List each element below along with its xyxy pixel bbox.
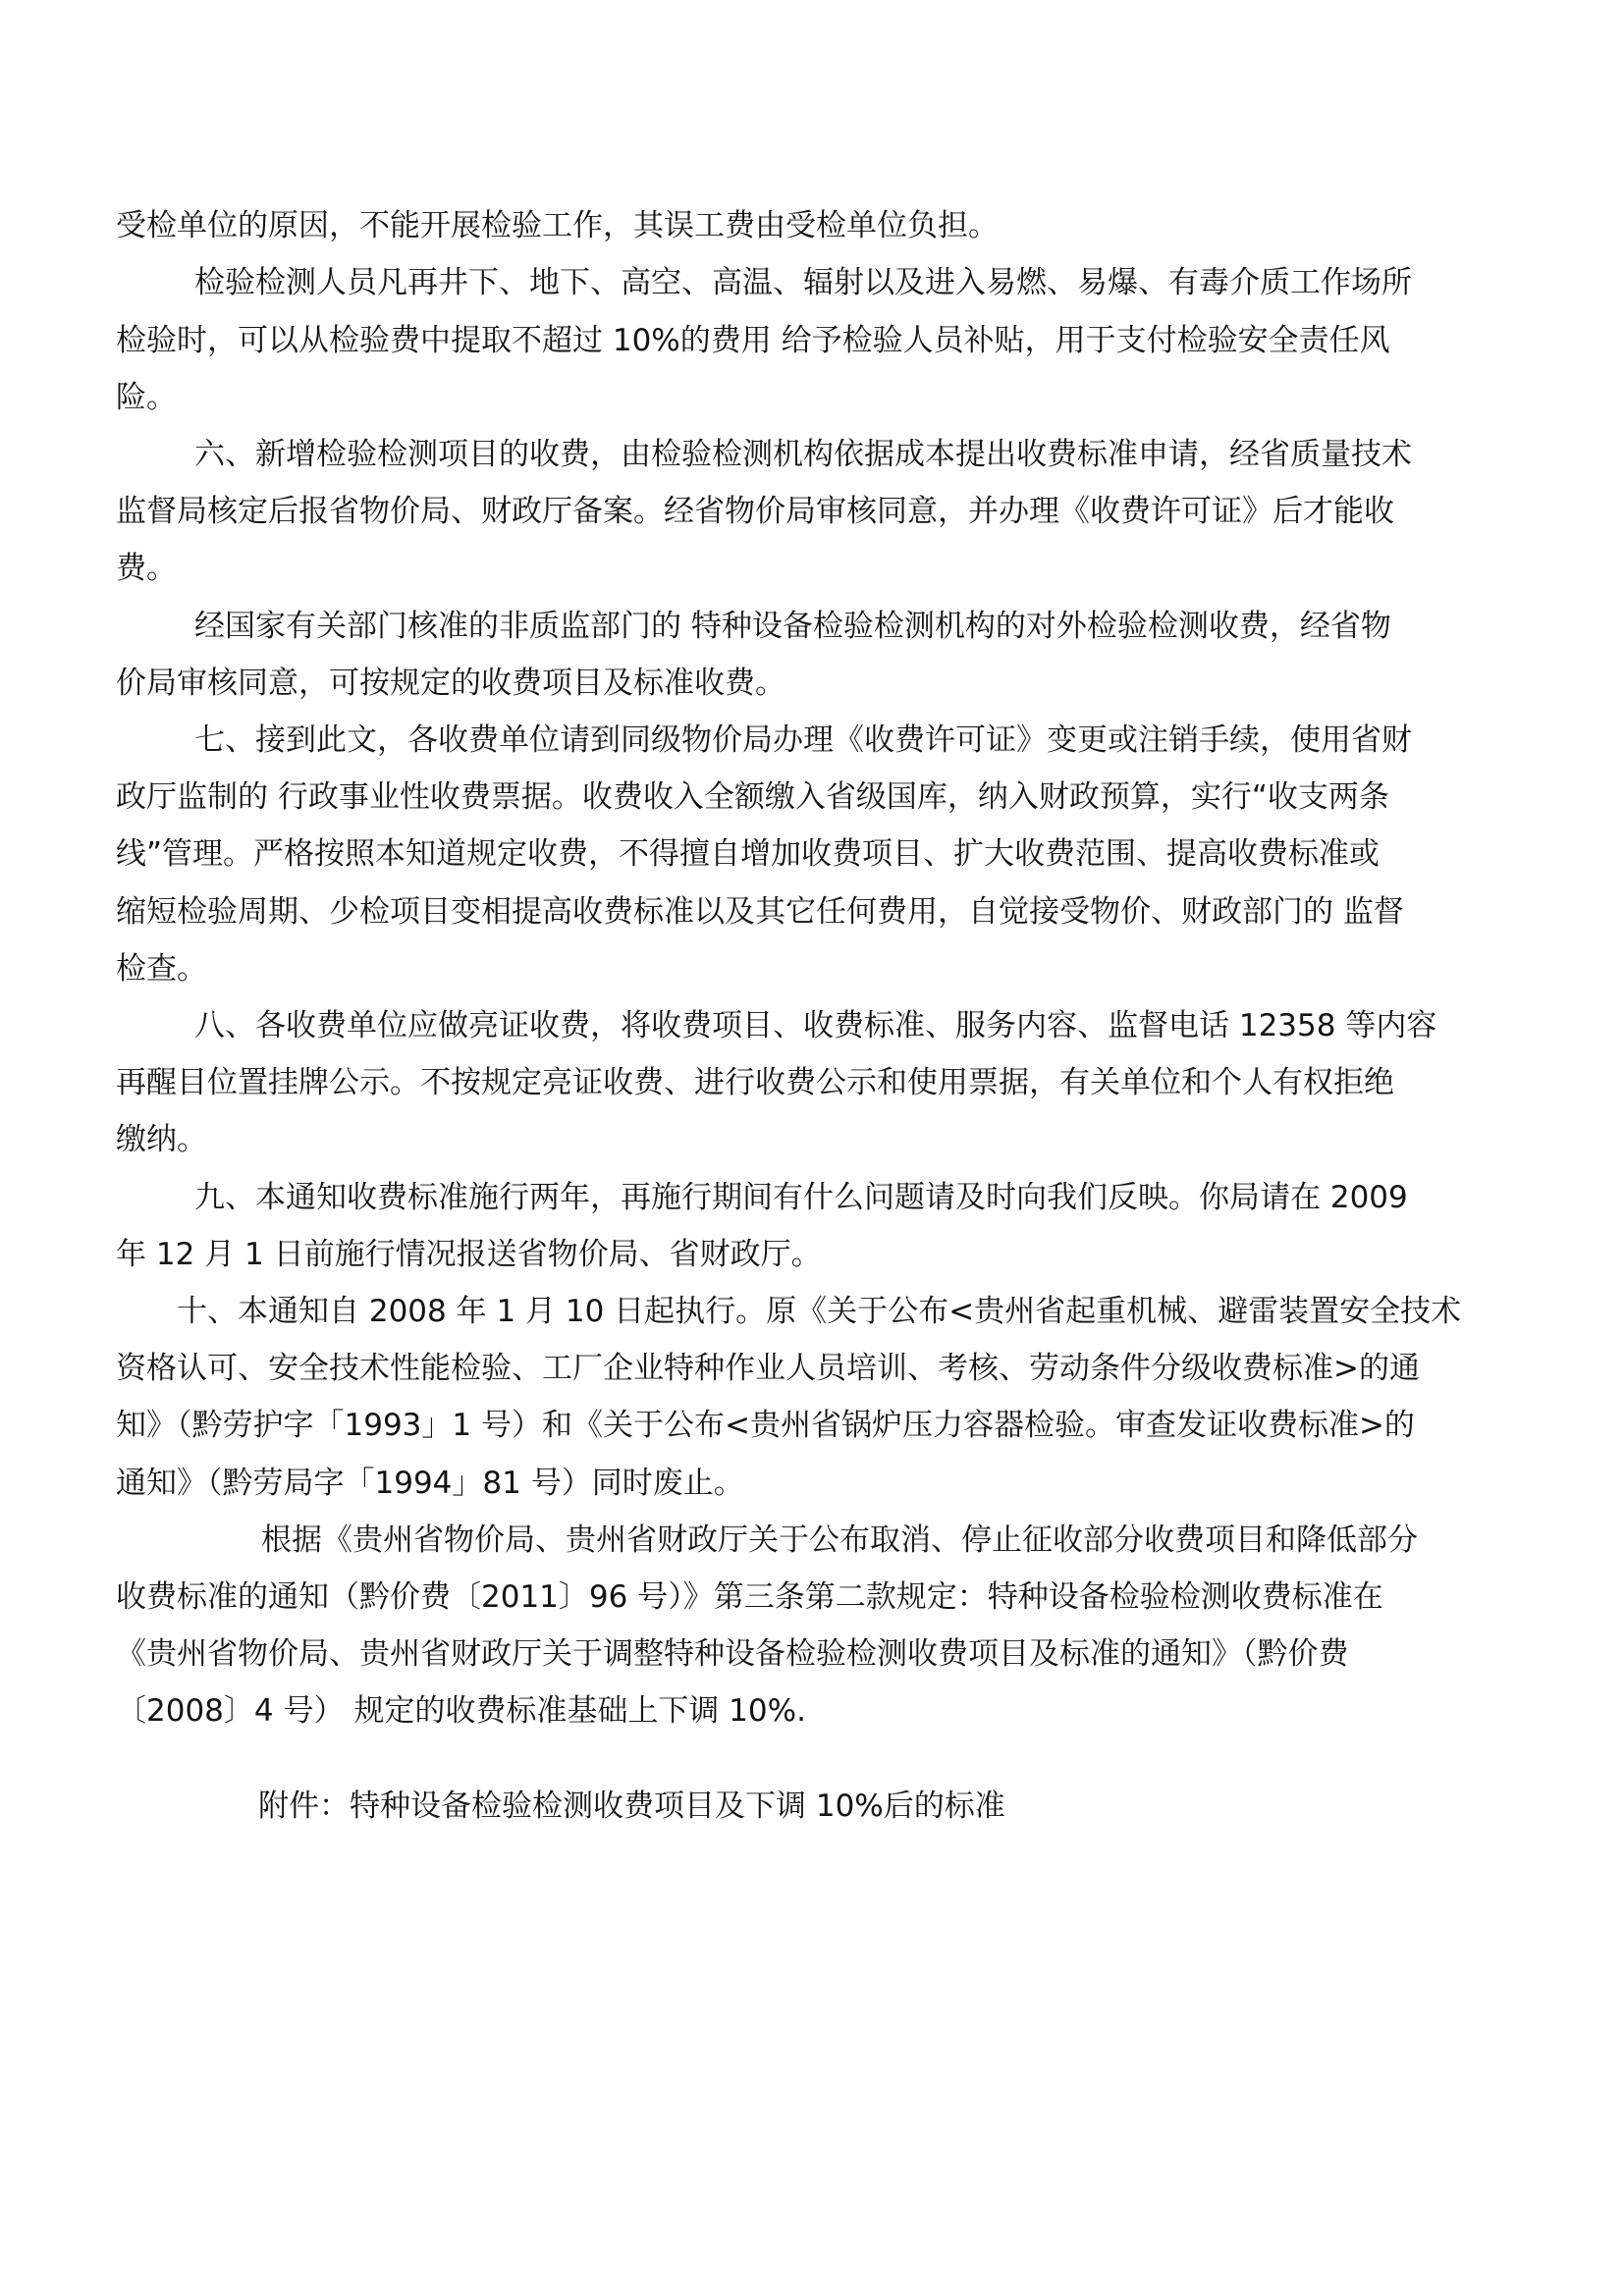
text-line: 根据《贵州省物价局、贵州省财政厅关于公布取消、停止征收部分收费项目和降低部分	[261, 1522, 1418, 1558]
text-line: 收费标准的通知（黔价费〔2011〕96 号）》第三条第二款规定：特种设备检验检测收费标准在	[116, 1579, 1383, 1615]
text-line: 知》（黔劳护字「1993」1 号）和《关于公布<贵州省锅炉压力容器检验。审查发证收费标准>的	[116, 1408, 1415, 1443]
text-line: 十、本通知自 2008 年 1 月 10 日起执行。原《关于公布<贵州省起重机械、避雷装置安全技术	[177, 1294, 1462, 1329]
text-line: 六、新增检验检测项目的收费，由检验检测机构依据成本提出收费标准申请，经省质量技术	[194, 437, 1412, 472]
text-line: 检验检测人员凡再井下、地下、高空、高温、辐射以及进入易燃、易爆、有毒介质工作场所	[194, 265, 1412, 300]
text-line: 政厅监制的 行政事业性收费票据。收费收入全额缴入省级国库，纳入财政预算，实行“收支两条	[116, 779, 1389, 815]
text-line: 线”管理。严格按照本知道规定收费，不得擅自增加收费项目、扩大收费范围、提高收费标准或	[116, 836, 1380, 872]
text-line: 缩短检验周期、少检项目变相提高收费标准以及其它任何费用，自觉接受物价、财政部门的 监督	[116, 894, 1404, 930]
text-line: 检验时，可以从检验费中提取不超过 10%的费用 给予检验人员补贴，用于支付检验安全责任风	[116, 323, 1390, 358]
text-line: 险。	[116, 380, 177, 415]
text-line: 再醒目位置挂牌公示。不按规定亮证收费、进行收费公示和使用票据，有关单位和个人有权拒绝	[116, 1065, 1394, 1100]
text-line: 年 12 月 1 日前施行情况报送省物价局、省财政厅。	[116, 1237, 822, 1272]
text-line: 〔2008〕4 号） 规定的收费标准基础上下调 10%.	[116, 1693, 806, 1729]
text-line: 价局审核同意，可按规定的收费项目及标准收费。	[116, 666, 785, 701]
text-line: 检查。	[116, 951, 207, 987]
text-line: 费。	[116, 551, 177, 586]
text-line: 九、本通知收费标准施行两年，再施行期间有什么问题请及时向我们反映。你局请在 2009	[194, 1180, 1408, 1215]
attachment-line: 附件：特种设备检验检测收费项目及下调 10%后的标准	[258, 1789, 1005, 1824]
text-line: 经国家有关部门核准的非质监部门的 特种设备检验检测机构的对外检验检测收费，经省物	[194, 609, 1391, 644]
text-line: 《贵州省物价局、贵州省财政厅关于调整特种设备检验检测收费项目及标准的通知》（黔价费	[116, 1636, 1349, 1672]
text-line: 七、接到此文，各收费单位请到同级物价局办理《收费许可证》变更或注销手续，使用省财	[194, 722, 1412, 758]
text-line: 缴纳。	[116, 1122, 207, 1157]
text-line: 监督局核定后报省物价局、财政厅备案。经省物价局审核同意，并办理《收费许可证》后才能收	[116, 494, 1394, 529]
text-line: 资格认可、安全技术性能检验、工厂企业特种作业人员培训、考核、劳动条件分级收费标准>的通	[116, 1351, 1420, 1386]
text-line: 通知》（黔劳局字「1994」81 号）同时废止。	[116, 1466, 744, 1501]
text-line: 八、各收费单位应做亮证收费，将收费项目、收费标准、服务内容、监督电话 12358 等内容	[194, 1008, 1437, 1043]
text-line: 受检单位的原因，不能开展检验工作，其误工费由受检单位负担。	[116, 208, 999, 243]
